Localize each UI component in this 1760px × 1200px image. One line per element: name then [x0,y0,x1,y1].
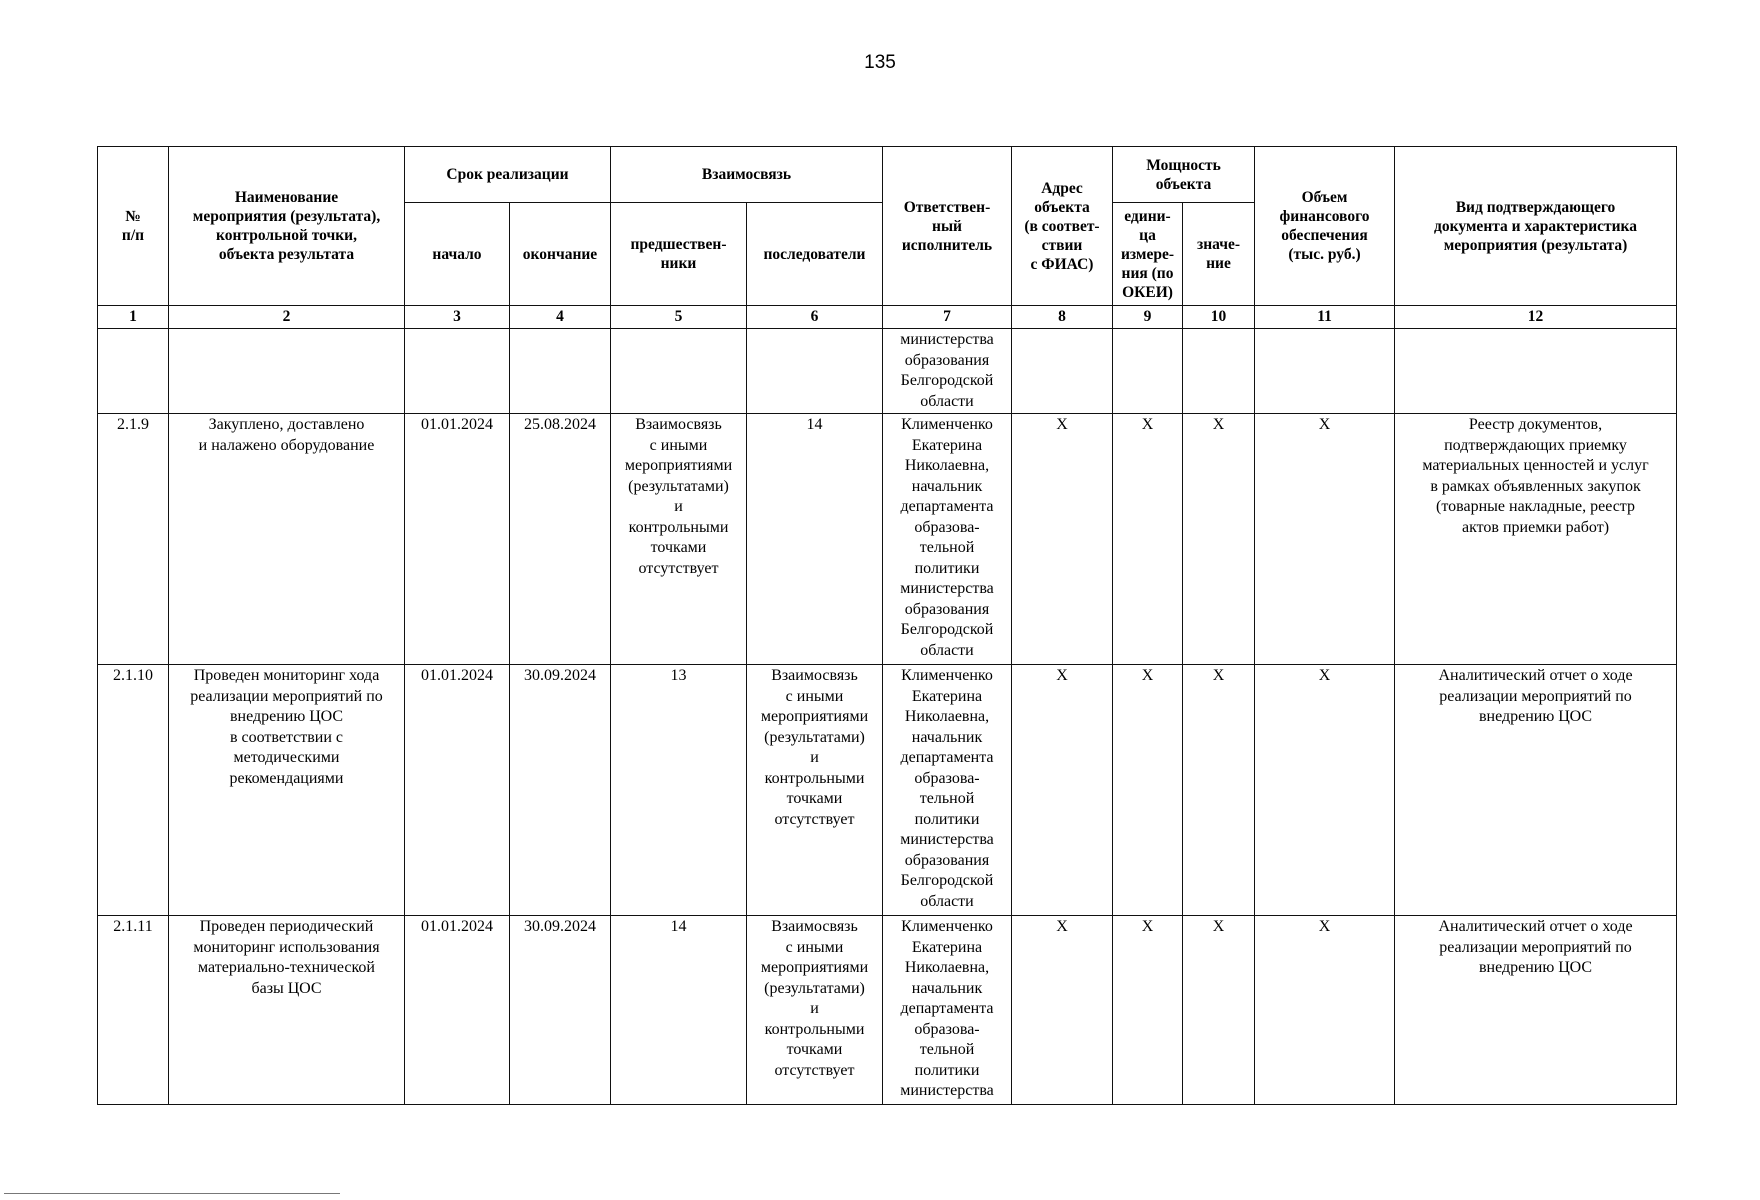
cell-value: X [1183,665,1255,916]
plan-table [97,146,1677,1105]
cell-doc: Аналитический отчет о ходе реализации мероприятий по внедрению ЦОС [1395,916,1677,1105]
cell-value: X [1183,916,1255,1105]
cell-finance: X [1255,414,1395,665]
cell-prev: 14 [611,916,747,1105]
table-row [98,665,1677,916]
column-number: 4 [510,306,611,329]
cell-name: Закуплено, доставлено и налажено оборудование [169,414,405,665]
continuation-row [98,329,1677,414]
cell-responsible: Клименченко Екатерина Николаевна, начальник департамента образова- тельной политики министерства [883,916,1012,1105]
column-number: 12 [1395,306,1677,329]
cell-finance: X [1255,665,1395,916]
column-number: 6 [747,306,883,329]
empty-cell [1395,329,1677,414]
header-row [98,147,1677,203]
header-relation-prev: предшествен- ники [611,203,747,306]
empty-cell [1255,329,1395,414]
empty-cell [1012,329,1113,414]
column-number: 10 [1183,306,1255,329]
cell-doc: Реестр документов, подтверждающих приемку материальных ценностей и услуг в рамках объявленных закупок (товарные накладные, реестр актов приемки работ) [1395,414,1677,665]
empty-cell [747,329,883,414]
cell-responsible: Клименченко Екатерина Николаевна, начальник департамента образова- тельной политики министерства образования Белгородской области [883,665,1012,916]
header-name: Наименование мероприятия (результата), контрольной точки, объекта результата [169,147,405,306]
column-number: 7 [883,306,1012,329]
cell-start: 01.01.2024 [405,414,510,665]
header-capacity-unit: едини- ца измере- ния (по ОКЕИ) [1113,203,1183,306]
cell-num: 2.1.10 [98,665,169,916]
cell-unit: X [1113,414,1183,665]
cell-next: Взаимосвязь с иными мероприятиями (результатами) и контрольными точками отсутствует [747,665,883,916]
column-number: 2 [169,306,405,329]
cell-end: 30.09.2024 [510,665,611,916]
cell-prev: Взаимосвязь с иными мероприятиями (результатами) и контрольными точками отсутствует [611,414,747,665]
header-capacity-value: значе- ние [1183,203,1255,306]
page-number: 135 [864,52,896,73]
cell-end: 25.08.2024 [510,414,611,665]
empty-cell [611,329,747,414]
column-number: 8 [1012,306,1113,329]
cell-unit: X [1113,665,1183,916]
header-term: Срок реализации [405,147,611,203]
empty-cell [405,329,510,414]
empty-cell [1113,329,1183,414]
cell-value: X [1183,414,1255,665]
header-num: № п/п [98,147,169,306]
cell-name: Проведен мониторинг хода реализации мероприятий по внедрению ЦОС в соответствии с методическими рекомендациями [169,665,405,916]
cell-start: 01.01.2024 [405,665,510,916]
empty-cell [169,329,405,414]
cell-doc: Аналитический отчет о ходе реализации мероприятий по внедрению ЦОС [1395,665,1677,916]
cell-next: Взаимосвязь с иными мероприятиями (результатами) и контрольными точками отсутствует [747,916,883,1105]
cell-address: X [1012,665,1113,916]
header-relation: Взаимосвязь [611,147,883,203]
cell-finance: X [1255,916,1395,1105]
cell-next: 14 [747,414,883,665]
cell-start: 01.01.2024 [405,916,510,1105]
column-number-row [98,306,1677,329]
header-finance: Объем финансового обеспечения (тыс. руб.) [1255,147,1395,306]
header-doc: Вид подтверждающего документа и характеристика мероприятия (результата) [1395,147,1677,306]
header-term-end: окончание [510,203,611,306]
empty-cell [98,329,169,414]
cell-end: 30.09.2024 [510,916,611,1105]
table-row [98,414,1677,665]
column-number: 11 [1255,306,1395,329]
cell-address: X [1012,414,1113,665]
empty-cell [510,329,611,414]
cell-name: Проведен периодический мониторинг использования материально-технической базы ЦОС [169,916,405,1105]
cell-responsible: Клименченко Екатерина Николаевна, начальник департамента образова- тельной политики министерства образования Белгородской области [883,414,1012,665]
table-row [98,916,1677,1105]
empty-cell [1183,329,1255,414]
column-number: 3 [405,306,510,329]
header-term-start: начало [405,203,510,306]
footer-divider [4,1193,340,1194]
cell-responsible: министерства образования Белгородской области [883,329,1012,414]
cell-prev: 13 [611,665,747,916]
header-relation-next: последователи [747,203,883,306]
cell-address: X [1012,916,1113,1105]
header-address: Адрес объекта (в соответ- ствии с ФИАС) [1012,147,1113,306]
cell-num: 2.1.9 [98,414,169,665]
header-capacity: Мощность объекта [1113,147,1255,203]
header-responsible: Ответствен- ный исполнитель [883,147,1012,306]
column-number: 9 [1113,306,1183,329]
cell-unit: X [1113,916,1183,1105]
column-number: 1 [98,306,169,329]
cell-num: 2.1.11 [98,916,169,1105]
column-number: 5 [611,306,747,329]
